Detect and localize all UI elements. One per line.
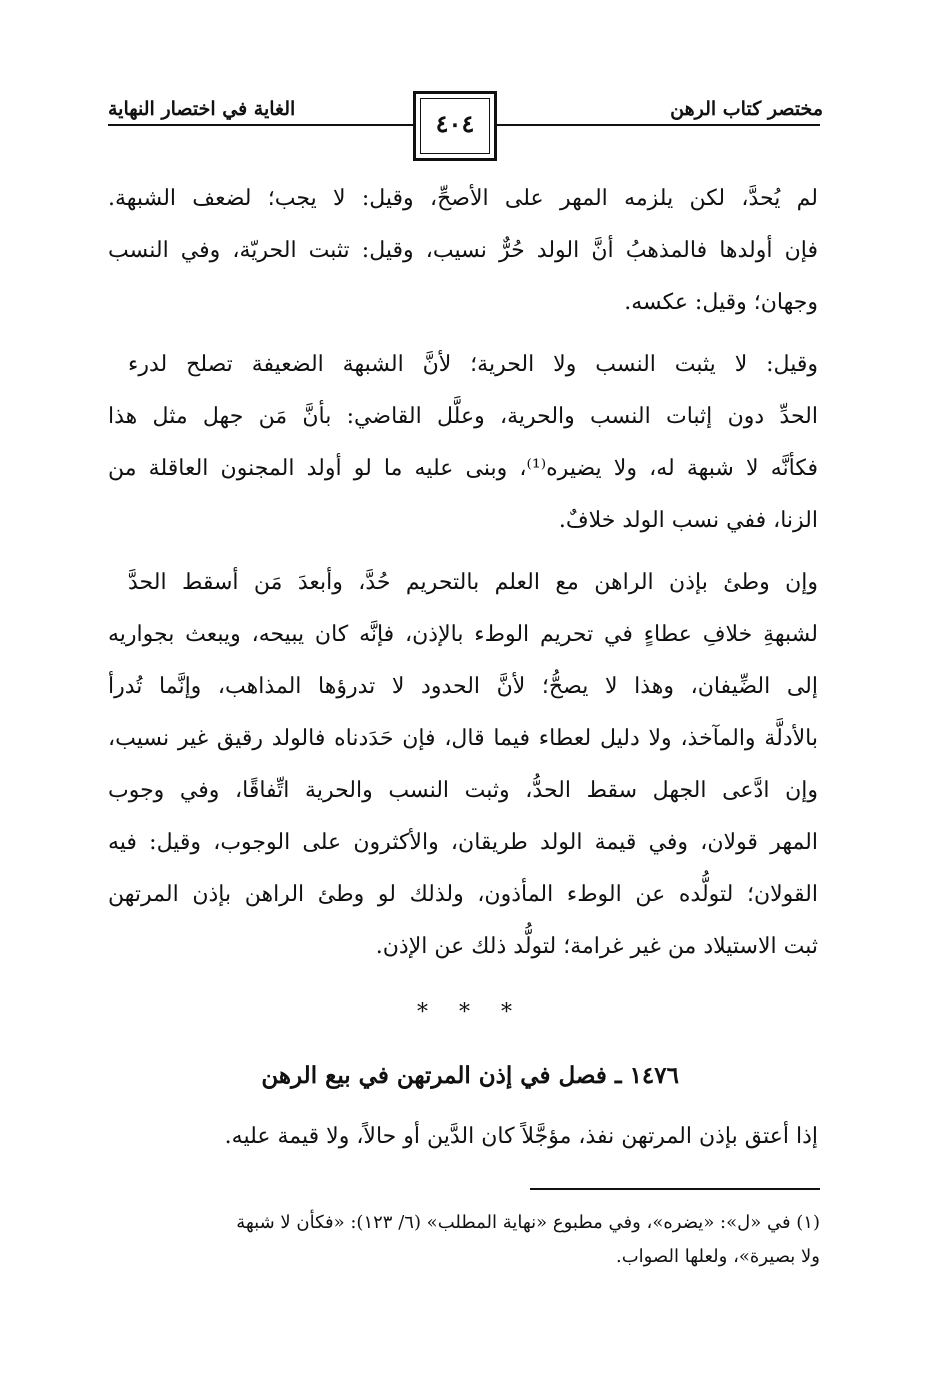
section-separator: * * * xyxy=(417,1000,524,1025)
footnote-separator xyxy=(530,1188,820,1190)
header-rule-left xyxy=(108,124,413,126)
text-line: إلى الضِّيفان، وهذا لا يصحُّ؛ لأنَّ الحدود لا تدرؤها المذاهب، وإنَّما تُدرأ xyxy=(108,674,818,699)
text-line: لم يُحدَّ، لكن يلزمه المهر على الأصحِّ، وقيل: لا يجب؛ لضعف الشبهة. xyxy=(108,186,818,211)
text-line: وإن ادَّعى الجهل سقط الحدُّ، وثبت النسب والحرية اتِّفاقًا، وفي وجوب xyxy=(108,778,818,803)
text-line: وقيل: لا يثبت النسب ولا الحرية؛ لأنَّ الشبهة الضعيفة تصلح لدرء xyxy=(128,352,818,377)
text-line: الحدِّ دون إثبات النسب والحرية، وعلَّل القاضي: بأنَّ مَن جهل مثل هذا xyxy=(108,404,818,429)
text-line: فإن أولدها فالمذهبُ أنَّ الولد حُرٌّ نسيب، وقيل: تثبت الحريّة، وفي النسب xyxy=(108,238,818,263)
text-line: الزنا، ففي نسب الولد خلافٌ. xyxy=(558,508,818,533)
text-line: بالأدلَّة والمآخذ، ولا دليل لعطاء فيما قال، فإن حَدَدناه فالولد رقيق غير نسيب، xyxy=(108,726,818,751)
text-line: لشبهةِ خلافِ عطاءٍ في تحريم الوطء بالإذن، فإنَّه كان يبيحه، ويبعث بجواريه xyxy=(108,622,818,647)
footnote-line: ولا بصيرة»، ولعلها الصواب. xyxy=(615,1246,820,1267)
text-line: المهر قولان، وفي قيمة الولد طريقان، والأكثرون على الوجوب، وقيل: فيه xyxy=(108,830,818,855)
text-line: فكأنَّه لا شبهة له، ولا يضيره⁽¹⁾، وبنى عليه ما لو أولد المجنون العاقلة من xyxy=(108,456,818,481)
section-heading: ١٤٧٦ ـ فصل في إذن المرتهن في بيع الرهن xyxy=(261,1062,679,1089)
text-line: وإن وطئ بإذن الراهن مع العلم بالتحريم حُدَّ، وأبعدَ مَن أسقط الحدَّ xyxy=(128,570,818,595)
text-line: إذا أعتق بإذن المرتهن نفذ، مؤجَّلاً كان الدَّين أو حالاً، ولا قيمة عليه. xyxy=(224,1124,818,1149)
page-number: ٤٠٤ xyxy=(435,109,475,138)
text-line: وجهان؛ وقيل: عكسه. xyxy=(624,290,818,315)
running-header-left: الغاية في اختصار النهاية xyxy=(108,98,296,120)
header-rule-right xyxy=(497,124,820,126)
footnote-line: (١) في «ل»: «يضره»، وفي مطبوع «نهاية المطلب» (٦/ ١٢٣): «فكأن لا شبهة xyxy=(236,1212,820,1233)
page-number-frame xyxy=(413,91,497,161)
text-line: القولان؛ لتولُّده عن الوطء المأذون، ولذلك لو وطئ الراهن بإذن المرتهن xyxy=(108,882,818,907)
text-line: ثبت الاستيلاد من غير غرامة؛ لتولُّد ذلك عن الإذن. xyxy=(375,934,818,959)
running-header-right: مختصر كتاب الرهن xyxy=(670,98,823,120)
